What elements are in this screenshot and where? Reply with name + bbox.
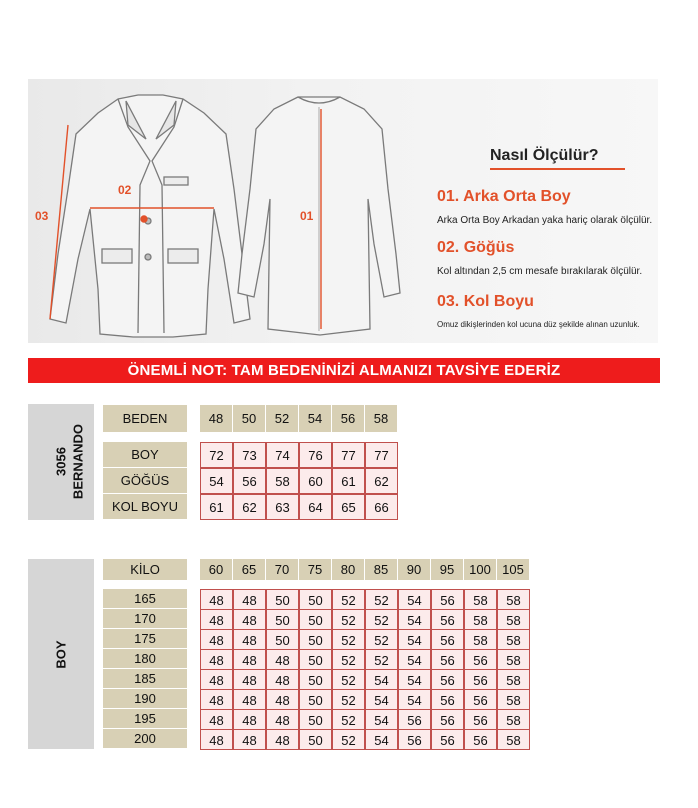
weight-cell: 54 bbox=[398, 689, 431, 710]
size-cell: 66 bbox=[365, 494, 398, 520]
weight-cell: 56 bbox=[431, 649, 464, 670]
size-cell: 54 bbox=[200, 468, 233, 494]
size-table-sidebar bbox=[28, 404, 94, 520]
weight-cell: 48 bbox=[233, 729, 266, 750]
size-header-cell: 54 bbox=[299, 405, 331, 432]
weight-cell: 54 bbox=[365, 689, 398, 710]
weight-cell: 56 bbox=[431, 729, 464, 750]
size-cell: 61 bbox=[200, 494, 233, 520]
model-name: BERNANDO bbox=[70, 423, 86, 500]
weight-header-cell: 95 bbox=[431, 559, 463, 580]
weight-cell: 54 bbox=[365, 709, 398, 730]
weight-row-label: 195 bbox=[103, 709, 187, 728]
size-cell: 77 bbox=[332, 442, 365, 468]
front-label-02: 02 bbox=[118, 183, 132, 197]
size-row-label: KOL BOYU bbox=[103, 494, 187, 519]
weight-cell: 50 bbox=[299, 669, 332, 690]
weight-cell: 54 bbox=[365, 729, 398, 750]
size-cell: 60 bbox=[299, 468, 332, 494]
weight-cell: 48 bbox=[200, 649, 233, 670]
size-header-cell: 56 bbox=[332, 405, 364, 432]
weight-cell: 48 bbox=[266, 729, 299, 750]
size-cell: 76 bbox=[299, 442, 332, 468]
important-note-banner: ÖNEMLİ NOT: TAM BEDENİNİZİ ALMANIZI TAVSİYE EDERİZ bbox=[28, 358, 660, 383]
weight-cell: 50 bbox=[299, 649, 332, 670]
size-cell: 77 bbox=[365, 442, 398, 468]
weight-cell: 48 bbox=[200, 729, 233, 750]
weight-cell: 56 bbox=[398, 709, 431, 730]
weight-cell: 48 bbox=[266, 689, 299, 710]
weight-header-cell: 75 bbox=[299, 559, 331, 580]
weight-table-sidebar bbox=[28, 559, 94, 749]
weight-cell: 56 bbox=[431, 669, 464, 690]
weight-cell: 56 bbox=[464, 649, 497, 670]
weight-cell: 52 bbox=[332, 649, 365, 670]
weight-cell: 48 bbox=[266, 709, 299, 730]
size-cell: 61 bbox=[332, 468, 365, 494]
size-cell: 56 bbox=[233, 468, 266, 494]
weight-cell: 50 bbox=[299, 589, 332, 610]
weight-cell: 50 bbox=[299, 709, 332, 730]
weight-cell: 48 bbox=[200, 589, 233, 610]
size-row-label: BOY bbox=[103, 442, 187, 467]
weight-cell: 56 bbox=[464, 729, 497, 750]
weight-cell: 50 bbox=[266, 609, 299, 630]
weight-cell: 56 bbox=[464, 689, 497, 710]
weight-cell: 54 bbox=[398, 669, 431, 690]
weight-header-cell: 80 bbox=[332, 559, 364, 580]
weight-header-cell: 70 bbox=[266, 559, 298, 580]
measurement-guide bbox=[28, 79, 658, 343]
weight-cell: 56 bbox=[431, 609, 464, 630]
weight-row-label: 200 bbox=[103, 729, 187, 748]
weight-cell: 52 bbox=[365, 649, 398, 670]
weight-cell: 54 bbox=[398, 629, 431, 650]
weight-cell: 54 bbox=[398, 649, 431, 670]
weight-cell: 58 bbox=[497, 729, 530, 750]
size-cell: 73 bbox=[233, 442, 266, 468]
weight-cell: 52 bbox=[332, 689, 365, 710]
weight-header-cell: 60 bbox=[200, 559, 232, 580]
weight-cell: 50 bbox=[299, 689, 332, 710]
weight-cell: 48 bbox=[200, 629, 233, 650]
model-code: 3056 bbox=[53, 447, 69, 476]
weight-row-label: 190 bbox=[103, 689, 187, 708]
weight-cell: 48 bbox=[266, 649, 299, 670]
weight-cell: 58 bbox=[464, 609, 497, 630]
size-cell: 63 bbox=[266, 494, 299, 520]
weight-cell: 48 bbox=[200, 709, 233, 730]
front-label-03: 03 bbox=[35, 209, 49, 223]
weight-cell: 58 bbox=[464, 589, 497, 610]
size-header-label: BEDEN bbox=[103, 405, 187, 432]
weight-cell: 58 bbox=[497, 589, 530, 610]
measure-2-title: 02. Göğüs bbox=[437, 239, 515, 256]
size-header-cell: 48 bbox=[200, 405, 232, 432]
size-cell: 62 bbox=[365, 468, 398, 494]
weight-cell: 48 bbox=[233, 609, 266, 630]
weight-row-label: 170 bbox=[103, 609, 187, 628]
weight-cell: 54 bbox=[398, 589, 431, 610]
weight-cell: 50 bbox=[299, 629, 332, 650]
weight-cell: 48 bbox=[233, 709, 266, 730]
weight-cell: 48 bbox=[266, 669, 299, 690]
weight-cell: 50 bbox=[299, 729, 332, 750]
size-cell: 72 bbox=[200, 442, 233, 468]
weight-cell: 54 bbox=[365, 669, 398, 690]
weight-header-cell: 65 bbox=[233, 559, 265, 580]
back-label-01: 01 bbox=[300, 209, 314, 223]
weight-cell: 52 bbox=[332, 589, 365, 610]
weight-cell: 56 bbox=[398, 729, 431, 750]
weight-cell: 52 bbox=[332, 709, 365, 730]
weight-cell: 56 bbox=[431, 709, 464, 730]
weight-cell: 50 bbox=[266, 629, 299, 650]
weight-cell: 48 bbox=[200, 609, 233, 630]
weight-header-cell: 90 bbox=[398, 559, 430, 580]
weight-cell: 58 bbox=[497, 669, 530, 690]
weight-cell: 48 bbox=[233, 629, 266, 650]
weight-row-label: 180 bbox=[103, 649, 187, 668]
weight-cell: 56 bbox=[464, 709, 497, 730]
size-header-cell: 52 bbox=[266, 405, 298, 432]
weight-cell: 52 bbox=[365, 589, 398, 610]
weight-cell: 54 bbox=[398, 609, 431, 630]
size-cell: 65 bbox=[332, 494, 365, 520]
weight-row-label: 165 bbox=[103, 589, 187, 608]
weight-cell: 58 bbox=[497, 609, 530, 630]
weight-cell: 58 bbox=[497, 629, 530, 650]
weight-cell: 48 bbox=[233, 649, 266, 670]
weight-cell: 52 bbox=[332, 669, 365, 690]
weight-header-label: KİLO bbox=[103, 559, 187, 580]
size-header-cell: 58 bbox=[365, 405, 397, 432]
weight-cell: 52 bbox=[365, 609, 398, 630]
measure-3-desc: Omuz dikişlerinden kol ucuna düz şekilde alınan uzunluk. bbox=[437, 320, 640, 329]
size-cell: 58 bbox=[266, 468, 299, 494]
back-jacket-drawing bbox=[238, 97, 400, 335]
weight-cell: 50 bbox=[299, 609, 332, 630]
weight-cell: 48 bbox=[233, 689, 266, 710]
weight-cell: 50 bbox=[266, 589, 299, 610]
weight-cell: 56 bbox=[431, 689, 464, 710]
weight-cell: 48 bbox=[233, 669, 266, 690]
weight-cell: 56 bbox=[431, 589, 464, 610]
weight-cell: 56 bbox=[464, 669, 497, 690]
weight-cell: 52 bbox=[365, 629, 398, 650]
jacket-illustrations bbox=[28, 79, 658, 343]
weight-header-cell: 85 bbox=[365, 559, 397, 580]
weight-cell: 58 bbox=[464, 629, 497, 650]
weight-cell: 58 bbox=[497, 689, 530, 710]
weight-row-label: 185 bbox=[103, 669, 187, 688]
weight-cell: 58 bbox=[497, 709, 530, 730]
size-cell: 62 bbox=[233, 494, 266, 520]
weight-cell: 52 bbox=[332, 629, 365, 650]
size-header-cell: 50 bbox=[233, 405, 265, 432]
size-cell: 64 bbox=[299, 494, 332, 520]
weight-cell: 48 bbox=[233, 589, 266, 610]
weight-header-cell: 105 bbox=[497, 559, 529, 580]
weight-row-label: 175 bbox=[103, 629, 187, 648]
measure-1-title: 01. Arka Orta Boy bbox=[437, 188, 571, 205]
weight-cell: 48 bbox=[200, 689, 233, 710]
measure-2-desc: Kol altından 2,5 cm mesafe bırakılarak ölçülür. bbox=[437, 266, 643, 277]
weight-cell: 56 bbox=[431, 629, 464, 650]
weight-cell: 58 bbox=[497, 649, 530, 670]
measure-1-desc: Arka Orta Boy Arkadan yaka hariç olarak ölçülür. bbox=[437, 215, 653, 226]
how-to-title: Nasıl Ölçülür? bbox=[490, 147, 625, 170]
size-cell: 74 bbox=[266, 442, 299, 468]
height-side-label: BOY bbox=[53, 640, 69, 669]
front-jacket-drawing bbox=[50, 95, 250, 337]
weight-cell: 52 bbox=[332, 609, 365, 630]
weight-header-cell: 100 bbox=[464, 559, 496, 580]
weight-cell: 52 bbox=[332, 729, 365, 750]
measure-3-title: 03. Kol Boyu bbox=[437, 293, 534, 310]
weight-cell: 48 bbox=[200, 669, 233, 690]
size-row-label: GÖĞÜS bbox=[103, 468, 187, 493]
